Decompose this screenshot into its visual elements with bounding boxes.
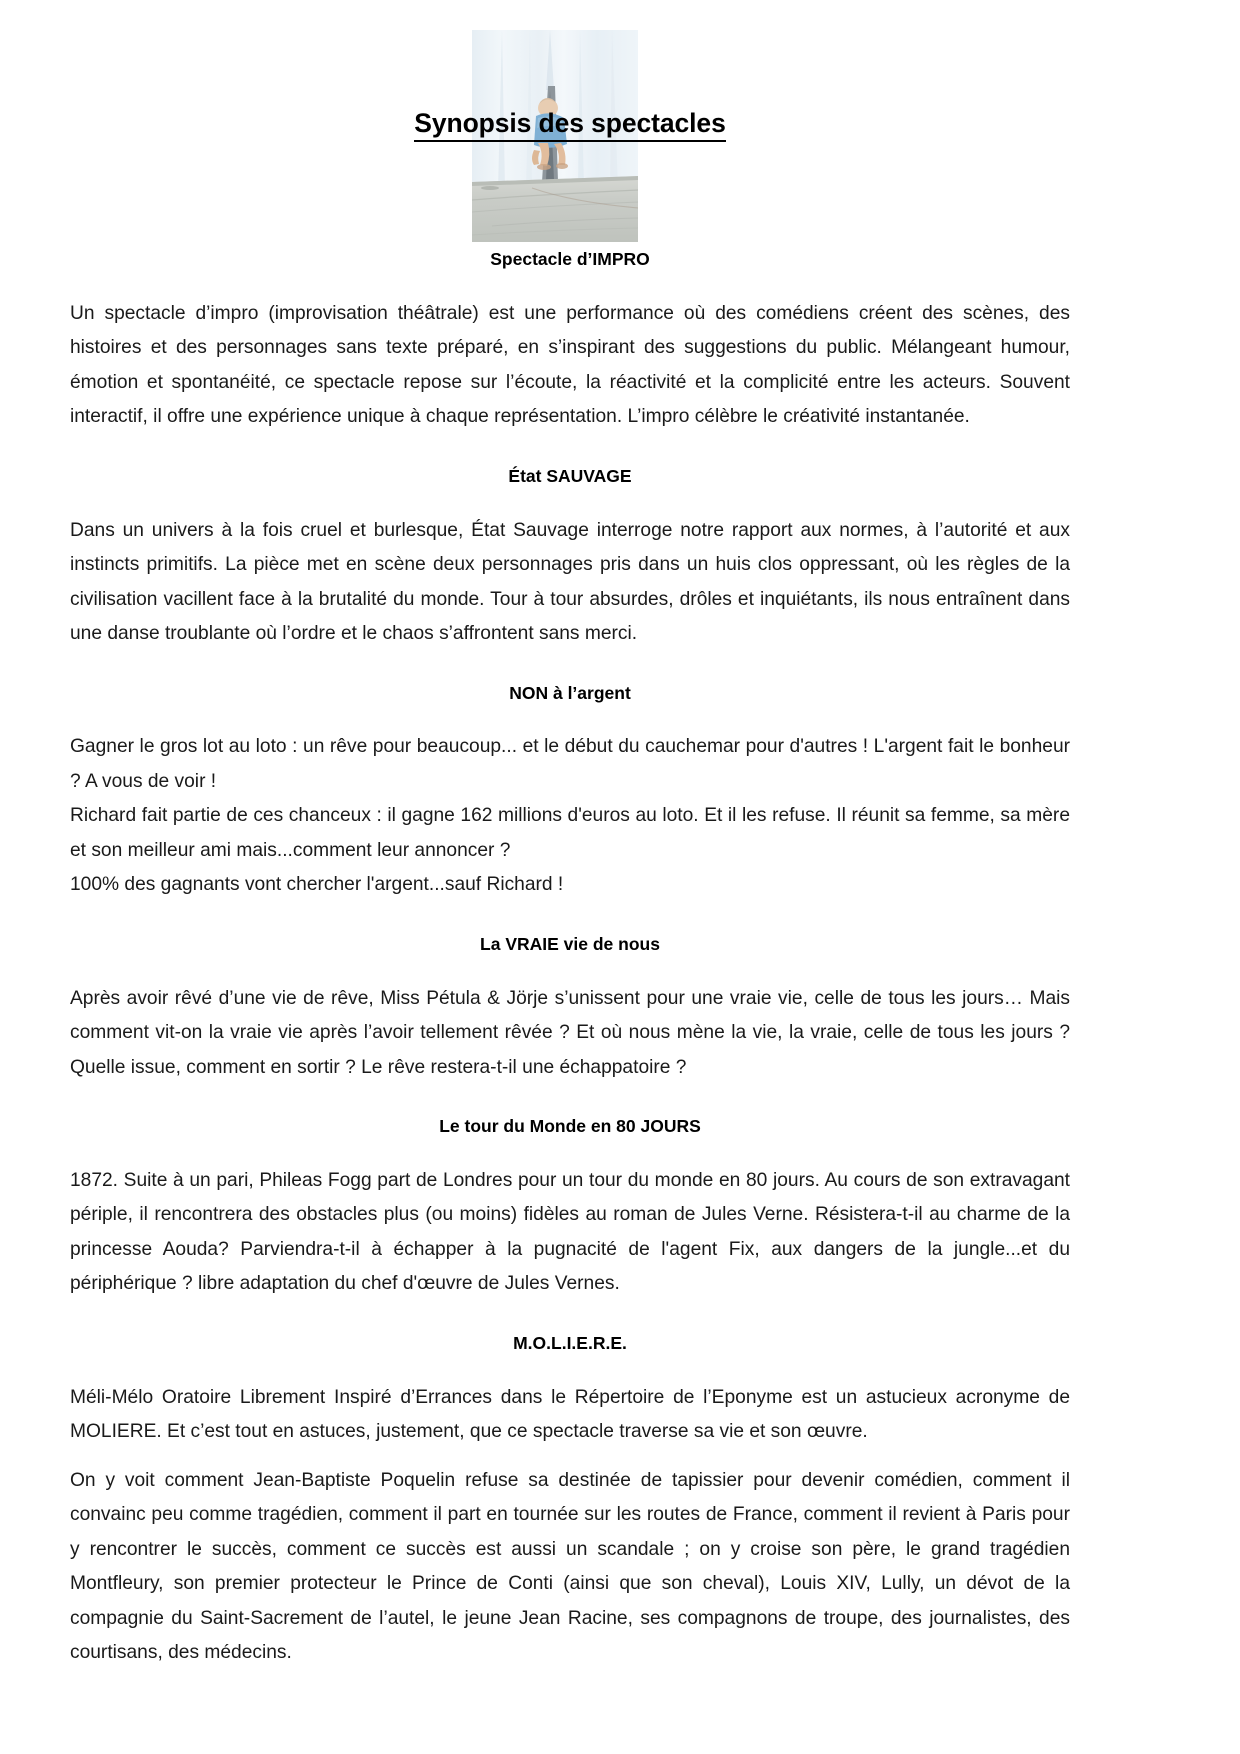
- section-heading: M.O.L.I.E.R.E.: [513, 1332, 627, 1353]
- page-title: [70, 108, 1070, 139]
- section-la-vraie-vie-de-nous: [70, 903, 1070, 1085]
- section-paragraph: Dans un univers à la fois cruel et burlesque, État Sauvage interroge notre rapport aux normes, à l’autorité et aux instincts primitifs. La pièce met en scène deux personnages pris dans un huis clos oppressant, où les règles de la civilisation vacillent face à la brutalité du monde. Tour à tour absurdes, drôles et inquiétants, ils nous entraînent dans une danse troublante où l’ordre et le chaos s’affrontent sans merci.: [70, 519, 1070, 644]
- section-paragraph: Un spectacle d’impro (improvisation théâtrale) est une performance où des comédiens créent des scènes, des histoires et des personnages sans texte préparé, en s’inspirant des suggestions du public. Mélangeant humour, émotion et spontanéité, ce spectacle repose sur l’écoute, la réactivité et la complicité entre les acteurs. Souvent interactif, il offre une expérience unique à chaque représentation. L’impro célèbre le créativité instantanée.: [70, 302, 1070, 428]
- section-heading: Le tour du Monde en 80 JOURS: [439, 1116, 701, 1136]
- spacer: [70, 652, 1070, 682]
- section-le-tour-du-monde-en-80-jours: [70, 1085, 1070, 1302]
- section-paragraph: 100% des gagnants vont chercher l'argent...sauf Richard !: [70, 874, 564, 896]
- spacer: [70, 488, 1070, 514]
- section-non-a-l-argent: [70, 652, 1070, 903]
- section-moliere: [70, 1302, 1070, 1671]
- section-paragraph: 1872. Suite à un pari, Phileas Fogg part de Londres pour un tour du monde en 80 jours. Au cours de son extravagant périple, il rencontrera des obstacles plus (ou moins) fidèles au roman de Jules Verne. Résistera-t-il au charme de la princesse Aouda? Parviendra-t-il à échapper à la pugnacité de l'agent Fix, aux dangers de la jungle...et du périphérique ? libre adaptation du chef d'œuvre de Jules Vernes.: [70, 1169, 1070, 1295]
- section-heading: La VRAIE vie de nous: [480, 933, 660, 954]
- section-heading: Spectacle d’IMPRO: [490, 249, 650, 269]
- section-paragraph: On y voit comment Jean-Baptiste Poquelin refuse sa destinée de tapissier pour devenir comédien, comment il convainc peu comme tragédien, comment il part en tournée sur les routes de France, comment il revient à Paris pour y rencontrer le succès, comment ce succès est aussi un scandale ; on y croise son père, le grand tragédien Montfleury, son premier protecteur le Prince de Conti (ainsi que son cheval), Louis XIV, Lully, un dévot de la compagnie du Saint-Sacrement de l’autel, le jeune Jean Racine, ses compagnons de troupe, des journalistes, des courtisans, des médecins.: [70, 1469, 1070, 1663]
- title-block: [70, 0, 1070, 248]
- spacer: [70, 956, 1070, 982]
- spacer: [70, 704, 1070, 730]
- section-paragraph: Après avoir rêvé d’une vie de rêve, Miss Pétula & Jörje s’unissent pour une vraie vie, celle de tous les jours… Mais comment vit-on la vraie vie après l’avoir tellement rêvée ? Et où nous mène la vie, la vraie, celle de tous les jours ? Quelle issue, comment en sortir ? Le rêve restera-t-il une échappatoire ?: [70, 987, 1070, 1078]
- spacer: [70, 1302, 1070, 1332]
- section-etat-sauvage: [70, 435, 1070, 652]
- spacer: [70, 1355, 1070, 1381]
- spacer: [70, 271, 1070, 297]
- section-paragraph: Méli-Mélo Oratoire Librement Inspiré d’Errances dans le Répertoire de l’Eponyme est un astucieux acronyme de MOLIERE. Et c’est tout en astuces, justement, que ce spectacle traverse sa vie et son œuvre.: [70, 1386, 1070, 1442]
- section-spectacle-impro: [70, 248, 1070, 435]
- section-heading: État SAUVAGE: [508, 465, 632, 486]
- section-paragraph: Gagner le gros lot au loto : un rêve pour beaucoup... et le début du cauchemar pour d'autres ! L'argent fait le bonheur ? A vous de voir !: [70, 736, 1070, 792]
- section-heading: NON à l’argent: [509, 682, 631, 703]
- document-content: [70, 0, 1070, 1671]
- section-paragraph: Richard fait partie de ces chanceux : il gagne 162 millions d'euros au loto. Et il les refuse. Il réunit sa femme, sa mère et son meilleur ami mais...comment leur annoncer ?: [70, 805, 1070, 861]
- spacer: [70, 1138, 1070, 1164]
- page-title-text: Synopsis des spectacles: [414, 108, 725, 142]
- spacer: [70, 435, 1070, 465]
- spacer: [70, 1085, 1070, 1115]
- spacer: [70, 903, 1070, 933]
- spacer: [70, 1450, 1070, 1464]
